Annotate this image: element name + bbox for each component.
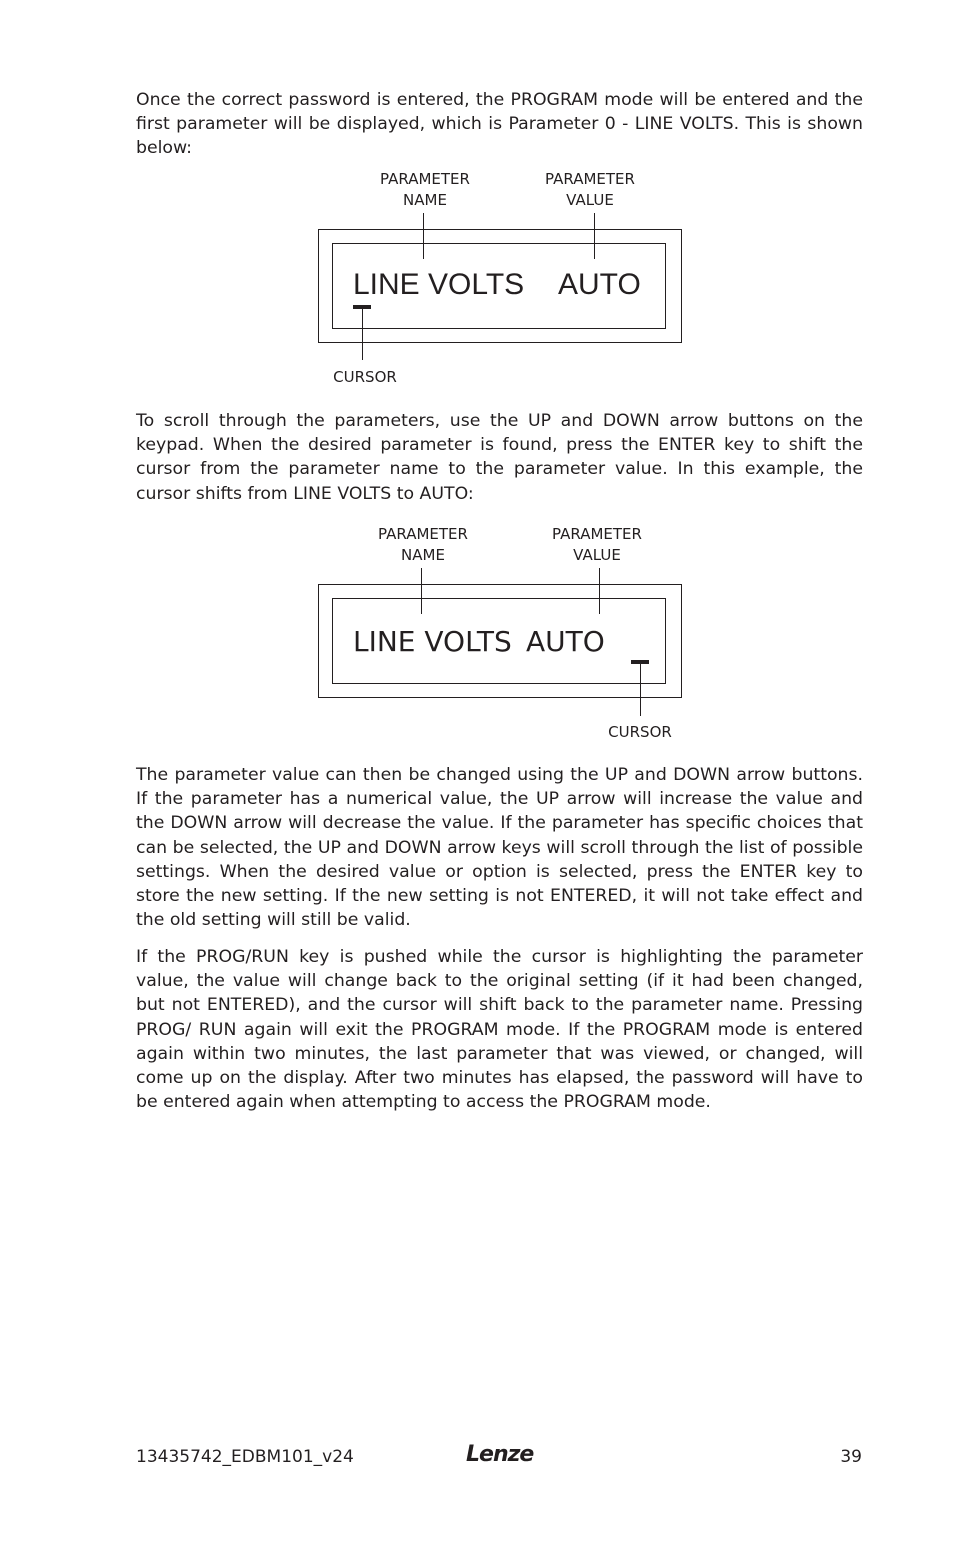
parameter-value-label (537, 524, 657, 566)
cursor-label: CURSOR (608, 723, 672, 741)
display-parameter-name: LINE VOLTS (353, 625, 512, 658)
prog-run-paragraph: If the PROG/RUN key is pushed while the cursor is highlighting the parameter value, the value will change back to the original setting (if it had been changed, but not ENTERED), and the cursor will shift back to the parameter name. Pressing PROG/ RUN again will exit the PROGRAM mode. If the PROGRAM mode is entered again within two minutes, the last parameter that was viewed, or changed, will come up on the display. After two minutes has elapsed, the password will have to be entered again when attempting to access the PROGRAM mode. (136, 947, 863, 1113)
display-parameter-value: AUTO (558, 268, 641, 301)
document-id: 13435742_EDBM101_v24 (136, 1447, 354, 1467)
label-line-1: PARAMETER (552, 525, 642, 543)
label-line-1: PARAMETER (378, 525, 468, 543)
cursor-leader-line (362, 309, 363, 360)
parameter-name-label (363, 524, 483, 566)
label-line-2: VALUE (573, 546, 621, 564)
cursor-leader-line (640, 664, 641, 716)
change-value-paragraph: The parameter value can then be changed using the UP and DOWN arrow buttons. If the parameter has a numerical value, the UP arrow will increase the value and the DOWN arrow will decrease the value. If the parameter has specific choices that can be selected, the UP and DOWN arrow keys will scroll through the list of possible settings. When the desired value or option is selected, press the ENTER key to store the new setting. If the new setting is not ENTERED, it will not take effect and the old setting will still be valid. (136, 765, 863, 931)
label-line-1: PARAMETER (380, 170, 470, 188)
display-parameter-value: AUTO (526, 625, 605, 658)
label-line-2: NAME (401, 546, 445, 564)
display-parameter-name: LINE VOLTS (353, 268, 525, 301)
page-number: 39 (840, 1447, 862, 1467)
intro-paragraph: Once the correct password is entered, the PROGRAM mode will be entered and the first parameter will be displayed, which is Parameter 0 - LINE VOLTS. This is shown below: (136, 90, 863, 159)
label-line-2: VALUE (566, 191, 614, 209)
scroll-paragraph: To scroll through the parameters, use the UP and DOWN arrow buttons on the keypad. When the desired parameter is found, press the ENTER key to shift the cursor from the parameter name to the parameter value. In this example, the cursor shifts from LINE VOLTS to AUTO: (136, 411, 863, 504)
label-line-1: PARAMETER (545, 170, 635, 188)
lenze-logo: Lenze (466, 1442, 534, 1467)
label-line-2: NAME (403, 191, 447, 209)
cursor-label: CURSOR (333, 368, 397, 386)
parameter-value-label (530, 169, 650, 211)
parameter-name-label (365, 169, 485, 211)
